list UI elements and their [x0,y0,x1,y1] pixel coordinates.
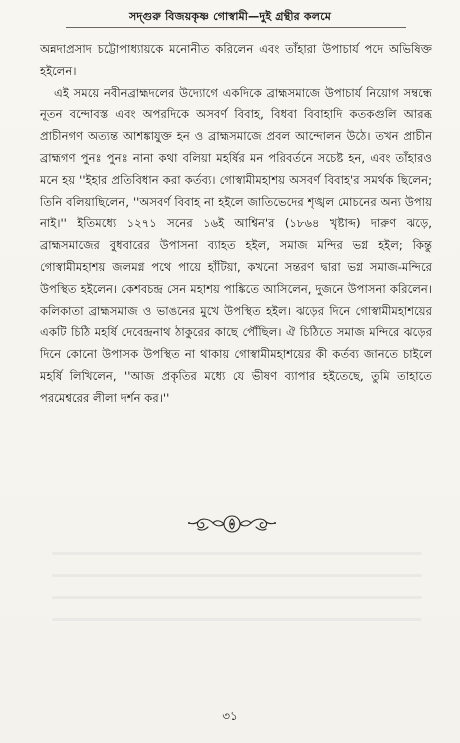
page-number: ৩১ [222,709,238,723]
body-text [40,39,432,410]
floral-divider-icon [186,512,278,536]
running-title: সদ্গুরু বিজয়কৃষ্ণ গোস্বামী—দুই গ্রন্থীর কলমে [128,10,332,23]
paragraph-2: এই সময়ে নবীনব্রাহ্মদলের উদ্যোগে একদিকে ব্রাহ্মসমাজে উপাচার্য নিয়োগ সম্বন্ধে নূতন বন্দোবস্ত এবং অপরদিকে অসবর্ণ বিবাহ, বিধবা বিবাহাদি কতকগুলি আরব্ধ প্রাচীনগণ অত্যন্ত আশঙ্কাযুক্ত হন ও ব্রাহ্মসমাজে প্রবল আন্দোলন উঠে। তখন প্রাচীন ব্রাহ্মগণ পুনঃ পুনঃ নানা কথা বলিয়া মহর্ষির মন পরিবর্তনে সচেষ্ট হন, এবং তাঁহারও মনে হয় ''ইহার প্রতিবিধান করা কর্তব্য। গোস্বামীমহাশয় অসবর্ণ বিবাহ'র সমর্থক ছিলেন; তিনি বলিয়াছিলেন, ''অসবর্ণ বিবাহ না হইলে জাতিভেদের শৃঙ্খল মোচনের অন্য উপায় নাই।'' ইতিমধ্যে ১২৭১ সনের ১৬ই আশ্বিন'র (১৮৬৪ খৃষ্টাব্দ) দারুণ ঝড়ে, ব্রাহ্মসমাজের বুধবারের উপাসনা ব্যাহত হইল, সমাজ মন্দির ভগ্ন হইল; কিন্তু গোস্বামীমহাশয় জলমগ্ন পথে পায়ে হাঁটিয়া, কখনো সন্তরণ দ্বারা ভগ্ন সমাজ-মন্দিরে উপস্থিত হইলেন। কেশবচন্দ্র সেন মহাশয় পাঙ্কিতে আসিলেন, দুজনে উপাসনা করিলেন। কলিকাতা ব্রাহ্মসমাজ ও ভাঙনের মুখে উপস্থিত হইল। ঝড়ের দিনে গোস্বামীমহাশয়ের একটি চিঠি মহর্ষি দেবেন্দ্রনাথ ঠাকুরের কাছে পৌঁছিল। ঐ চিঠিতে সমাজ মন্দিরে ঝড়ের দিনে কোনো উপাসক উপস্থিত না থাকায় গোস্বামীমহাশয়ের কী কর্তব্য জানতে চাইলে মহর্ষি লিখিলেন, ''আজ প্রকৃতির মধ্যে যে ভীষণ ব্যাপার হইতেছে, তুমি তাহাতে পরমেশ্বরের লীলা দর্শন কর।'' [40,85,432,405]
header-rule [66,27,406,28]
paragraph-1: অন্নদাপ্রসাদ চট্টোপাধ্যায়কে মনোনীত করিলেন এবং তাঁহারা উপাচার্য পদে অভিষিক্ত হইলেন। [40,42,432,78]
show-through-text [52,552,422,642]
